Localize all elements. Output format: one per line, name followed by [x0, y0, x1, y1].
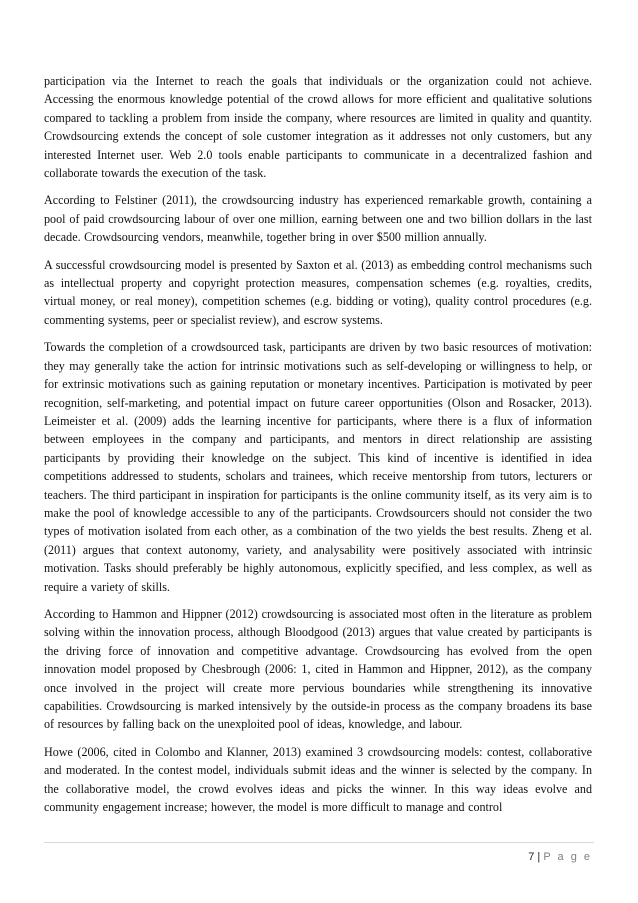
document-body [44, 72, 592, 825]
page-footer [528, 851, 592, 863]
paragraph-2: According to Felstiner (2011), the crowdsourcing industry has experienced remarkable growth, containing a pool of paid crowdsourcing labour of over one million, earning between one and two billion dollars in the last decade. Crowdsourcing vendors, meanwhile, together bring in over $500 million annually. [44, 193, 592, 245]
paragraph-3: A successful crowdsourcing model is presented by Saxton et al. (2013) as embedding control mechanisms such as intellectual property and copyright protection measures, compensation schemes (e.g. royalties, credits, virtual money, or real money), competition schemes (e.g. bidding or voting), quality control procedures (e.g. commenting systems, peer or specialist review), and escrow systems. [44, 257, 592, 327]
paragraph-1: participation via the Internet to reach the goals that individuals or the organization could not achieve. Accessing the enormous knowledge potential of the crowd allows for more efficient and qualitative solutions compared to tackling a problem from inside the company, where resources are limited in quality and quantity. Crowdsourcing extends the concept of sole customer integration as it addresses not only customers, but any interested Internet user. Web 2.0 tools enable participants to communicate in a decentralized fashion and collaborate towards the execution of the task. [44, 74, 592, 181]
paragraph-6: Howe (2006, cited in Colombo and Klanner, 2013) examined 3 crowdsourcing models: contest, collaborative and moderated. In the contest model, individuals submit ideas and the winner is selected by the company. In the collaborative model, the crowd evolves ideas and picks the winner. In this way ideas evolve and community engagement increase; however, the model is more difficult to manage and control [44, 744, 592, 815]
paragraph-5: According to Hammon and Hippner (2012) crowdsourcing is associated most often in the literature as problem solving within the innovation process, although Bloodgood (2013) argues that value created by participants is the driving force of innovation and competitive advantage. Crowdsourcing has evolved from the open innovation model proposed by Chesbrough (2006: 1, cited in Hammon and Hippner, 2012), as the company once involved in the project will create more pervious boundaries while strengthening its innovative capabilities. Crowdsourcing is marked intensively by the outside-in process as the company broadens its base of resources by falling back on the unexploited pool of ideas, knowledge, and labour. [44, 606, 592, 732]
page-label: P a g e [543, 851, 592, 863]
footer-divider [44, 842, 594, 843]
paragraph-4: Towards the completion of a crowdsourced task, participants are driven by two basic resources of motivation: they may generally take the action for intrinsic motivations such as self-developing or willingness to help, or for extrinsic motivations such as gaining reputation or monetary incentives. Participation is motivated by peer recognition, self-marketing, and potential impact on future career opportunities (Olson and Rosacker, 2013). Leimeister et al. (2009) adds the learning incentive for participants, where there is a flux of information between employees in the company and participants, and mentors in direct relationship are assisting participants by providing their knowledge on the subject. This kind of incentive is identified in idea competitions addressed to students, scholars and trainees, which receive mentorship from tutors, lecturers or teachers. The third participant in inspiration for participants is the online community itself, as its very aim is to make the pool of knowledge accessible to any of the participants. Crowdsourcers should not consider the two types of motivation isolated from each other, as a combination of the two yields the best results. Zheng et al. (2011) argues that context autonomy, variety, and analysability were positively associated with intrinsic motivation. Tasks should preferably be highly autonomous, explicitly specified, and less complex, as well as require a variety of skills. [44, 340, 592, 594]
page-separator: | [537, 851, 541, 863]
page-number: 7 [528, 851, 535, 863]
